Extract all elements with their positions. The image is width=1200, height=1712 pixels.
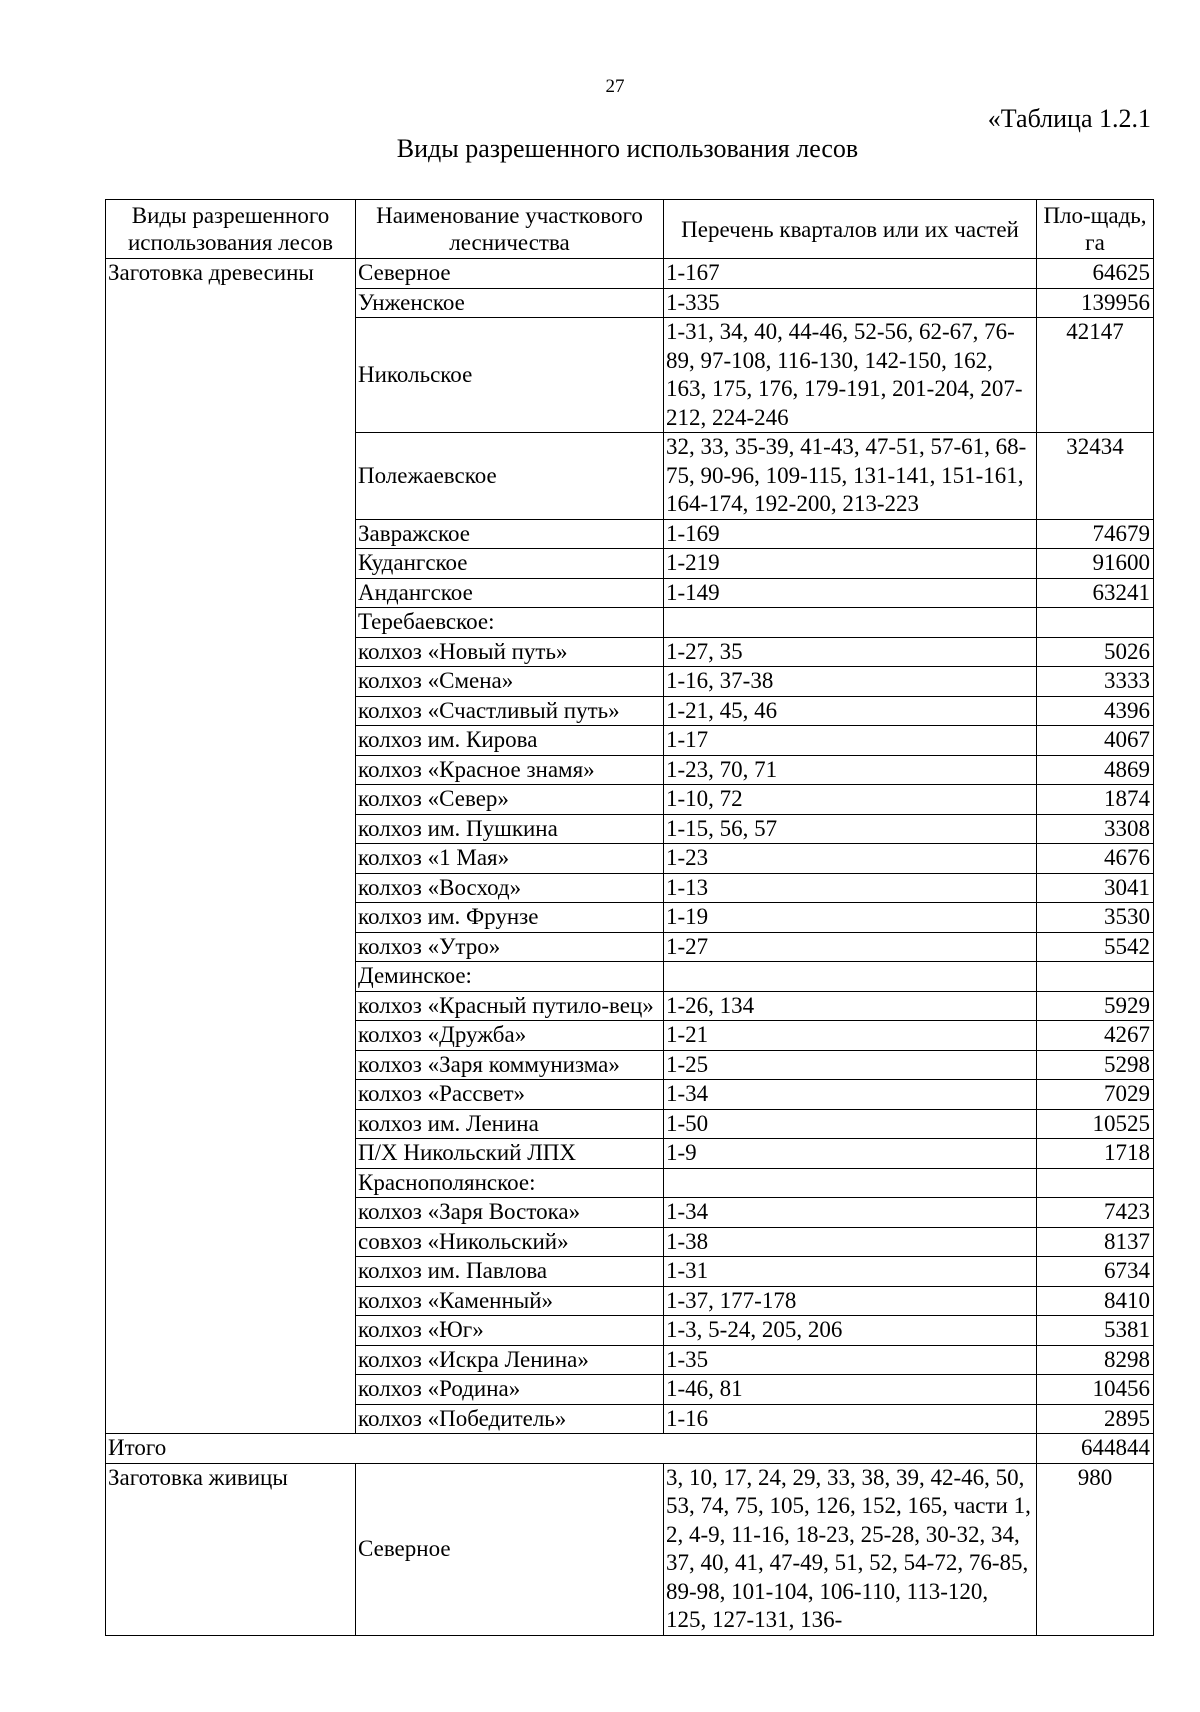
area-cell: 5026 [1037, 637, 1154, 667]
area-cell: 1718 [1037, 1139, 1154, 1169]
area-cell: 139956 [1037, 288, 1154, 318]
quarters-cell: 1-31 [664, 1257, 1037, 1287]
quarters-cell: 1-46, 81 [664, 1375, 1037, 1405]
quarters-cell: 1-16 [664, 1404, 1037, 1434]
total-value: 644844 [1037, 1434, 1154, 1464]
forestry-cell: колхоз «Красное знамя» [356, 755, 664, 785]
header-forestry: Наименование участкового лесничества [356, 200, 664, 259]
area-cell: 63241 [1037, 578, 1154, 608]
quarters-cell: 1-17 [664, 726, 1037, 756]
quarters-cell [664, 962, 1037, 992]
quarters-cell: 1-15, 56, 57 [664, 814, 1037, 844]
quarters-cell: 1-23 [664, 844, 1037, 874]
area-cell [1037, 608, 1154, 638]
area-cell: 10525 [1037, 1109, 1154, 1139]
forestry-cell: колхоз «Искра Ленина» [356, 1345, 664, 1375]
table-header-row [106, 200, 1154, 259]
forestry-cell: Андангское [356, 578, 664, 608]
quarters-cell: 1-169 [664, 519, 1037, 549]
forestry-cell: колхоз «Счастливый путь» [356, 696, 664, 726]
area-cell: 10456 [1037, 1375, 1154, 1405]
forestry-cell: колхоз «Смена» [356, 667, 664, 697]
forestry-cell: колхоз «Север» [356, 785, 664, 815]
area-cell: 4869 [1037, 755, 1154, 785]
forestry-cell: Никольское [356, 318, 664, 433]
total-row [106, 1434, 1154, 1464]
area-cell [1037, 1168, 1154, 1198]
forestry-cell: Краснополянское: [356, 1168, 664, 1198]
quarters-cell: 1-25 [664, 1050, 1037, 1080]
quarters-cell [664, 1168, 1037, 1198]
area-cell: 42147 [1037, 318, 1154, 433]
area-cell: 980 [1037, 1463, 1154, 1635]
quarters-cell [664, 608, 1037, 638]
forestry-cell: колхоз «1 Мая» [356, 844, 664, 874]
forestry-cell: Завражское [356, 519, 664, 549]
forestry-cell: Унженское [356, 288, 664, 318]
area-cell: 3308 [1037, 814, 1154, 844]
area-cell: 7029 [1037, 1080, 1154, 1110]
area-cell: 4396 [1037, 696, 1154, 726]
area-cell: 6734 [1037, 1257, 1154, 1287]
forest-use-table [105, 199, 1154, 1636]
quarters-cell: 1-21, 45, 46 [664, 696, 1037, 726]
area-cell: 1874 [1037, 785, 1154, 815]
quarters-cell: 1-23, 70, 71 [664, 755, 1037, 785]
forestry-cell: колхоз «Восход» [356, 873, 664, 903]
forestry-cell: колхоз «Дружба» [356, 1021, 664, 1051]
table-title: Виды разрешенного использования лесов [396, 134, 859, 163]
total-label: Итого [106, 1434, 1037, 1464]
quarters-cell: 1-149 [664, 578, 1037, 608]
quarters-cell: 1-219 [664, 549, 1037, 579]
forestry-cell: колхоз «Заря Востока» [356, 1198, 664, 1228]
forestry-cell: колхоз им. Ленина [356, 1109, 664, 1139]
area-cell: 3041 [1037, 873, 1154, 903]
quarters-cell: 1-50 [664, 1109, 1037, 1139]
area-cell: 8298 [1037, 1345, 1154, 1375]
quarters-cell: 1-10, 72 [664, 785, 1037, 815]
quarters-cell: 1-27, 35 [664, 637, 1037, 667]
quarters-cell: 1-34 [664, 1080, 1037, 1110]
quarters-cell: 1-35 [664, 1345, 1037, 1375]
area-cell: 5542 [1037, 932, 1154, 962]
forestry-cell: Северное [356, 1463, 664, 1635]
area-cell: 4676 [1037, 844, 1154, 874]
quarters-cell: 1-38 [664, 1227, 1037, 1257]
forestry-cell: колхоз им. Пушкина [356, 814, 664, 844]
quarters-cell: 1-37, 177-178 [664, 1286, 1037, 1316]
area-cell: 3530 [1037, 903, 1154, 933]
forestry-cell: колхоз им. Кирова [356, 726, 664, 756]
quarters-cell: 3, 10, 17, 24, 29, 33, 38, 39, 42-46, 50, 53, 74, 75, 105, 126, 152, 165, части 1, 2, 4-9, 11-16, 18-23, 25-28, 30-32, 34, 37, 40, 41, 47-49, 51, 52, 54-72, 76-85, 89-98, 101-104, 106-110, 113-120, 125, 127-131, 136- [664, 1463, 1037, 1635]
quarters-cell: 1-335 [664, 288, 1037, 318]
table-reference: «Таблица 1.2.1 [987, 104, 1151, 133]
area-cell: 4067 [1037, 726, 1154, 756]
table-row [106, 1463, 1154, 1635]
area-cell: 32434 [1037, 433, 1154, 520]
quarters-cell: 1-21 [664, 1021, 1037, 1051]
area-cell: 64625 [1037, 259, 1154, 289]
quarters-cell: 1-9 [664, 1139, 1037, 1169]
forestry-cell: колхоз «Каменный» [356, 1286, 664, 1316]
area-cell: 4267 [1037, 1021, 1154, 1051]
header-type: Виды разрешенного использования лесов [106, 200, 356, 259]
area-cell: 5929 [1037, 991, 1154, 1021]
forestry-cell: Северное [356, 259, 664, 289]
forestry-cell: Деминское: [356, 962, 664, 992]
forestry-cell: колхоз «Красный путило-вец» [356, 991, 664, 1021]
forestry-cell: совхоз «Никольский» [356, 1227, 664, 1257]
area-cell [1037, 962, 1154, 992]
header-area: Пло-щадь, га [1037, 200, 1154, 259]
quarters-cell: 1-16, 37-38 [664, 667, 1037, 697]
forestry-cell: колхоз «Родина» [356, 1375, 664, 1405]
quarters-cell: 1-27 [664, 932, 1037, 962]
quarters-cell: 1-34 [664, 1198, 1037, 1228]
page-number: 27 [605, 76, 625, 97]
quarters-cell: 1-26, 134 [664, 991, 1037, 1021]
use-type-cell: Заготовка древесины [106, 259, 356, 1434]
use-type-cell: Заготовка живицы [106, 1463, 356, 1635]
quarters-cell: 32, 33, 35-39, 41-43, 47-51, 57-61, 68-75, 90-96, 109-115, 131-141, 151-161, 164-174, 192-200, 213-223 [664, 433, 1037, 520]
forestry-cell: колхоз им. Фрунзе [356, 903, 664, 933]
table-row [106, 259, 1154, 289]
forestry-cell: колхоз «Юг» [356, 1316, 664, 1346]
area-cell: 74679 [1037, 519, 1154, 549]
area-cell: 5381 [1037, 1316, 1154, 1346]
forestry-cell: колхоз «Победитель» [356, 1404, 664, 1434]
area-cell: 5298 [1037, 1050, 1154, 1080]
area-cell: 91600 [1037, 549, 1154, 579]
forestry-cell: Полежаевское [356, 433, 664, 520]
table-body [106, 259, 1154, 1636]
quarters-cell: 1-13 [664, 873, 1037, 903]
quarters-cell: 1-19 [664, 903, 1037, 933]
area-cell: 8410 [1037, 1286, 1154, 1316]
forestry-cell: Теребаевское: [356, 608, 664, 638]
area-cell: 8137 [1037, 1227, 1154, 1257]
forestry-cell: колхоз «Новый путь» [356, 637, 664, 667]
forestry-cell: колхоз «Рассвет» [356, 1080, 664, 1110]
area-cell: 2895 [1037, 1404, 1154, 1434]
quarters-cell: 1-167 [664, 259, 1037, 289]
header-quarters: Перечень кварталов или их частей [664, 200, 1037, 259]
forestry-cell: П/Х Никольский ЛПХ [356, 1139, 664, 1169]
forestry-cell: Кудангское [356, 549, 664, 579]
forestry-cell: колхоз «Утро» [356, 932, 664, 962]
area-cell: 7423 [1037, 1198, 1154, 1228]
quarters-cell: 1-3, 5-24, 205, 206 [664, 1316, 1037, 1346]
forestry-cell: колхоз им. Павлова [356, 1257, 664, 1287]
forestry-cell: колхоз «Заря коммунизма» [356, 1050, 664, 1080]
quarters-cell: 1-31, 34, 40, 44-46, 52-56, 62-67, 76-89, 97-108, 116-130, 142-150, 162, 163, 175, 176, 179-191, 201-204, 207-212, 224-246 [664, 318, 1037, 433]
area-cell: 3333 [1037, 667, 1154, 697]
